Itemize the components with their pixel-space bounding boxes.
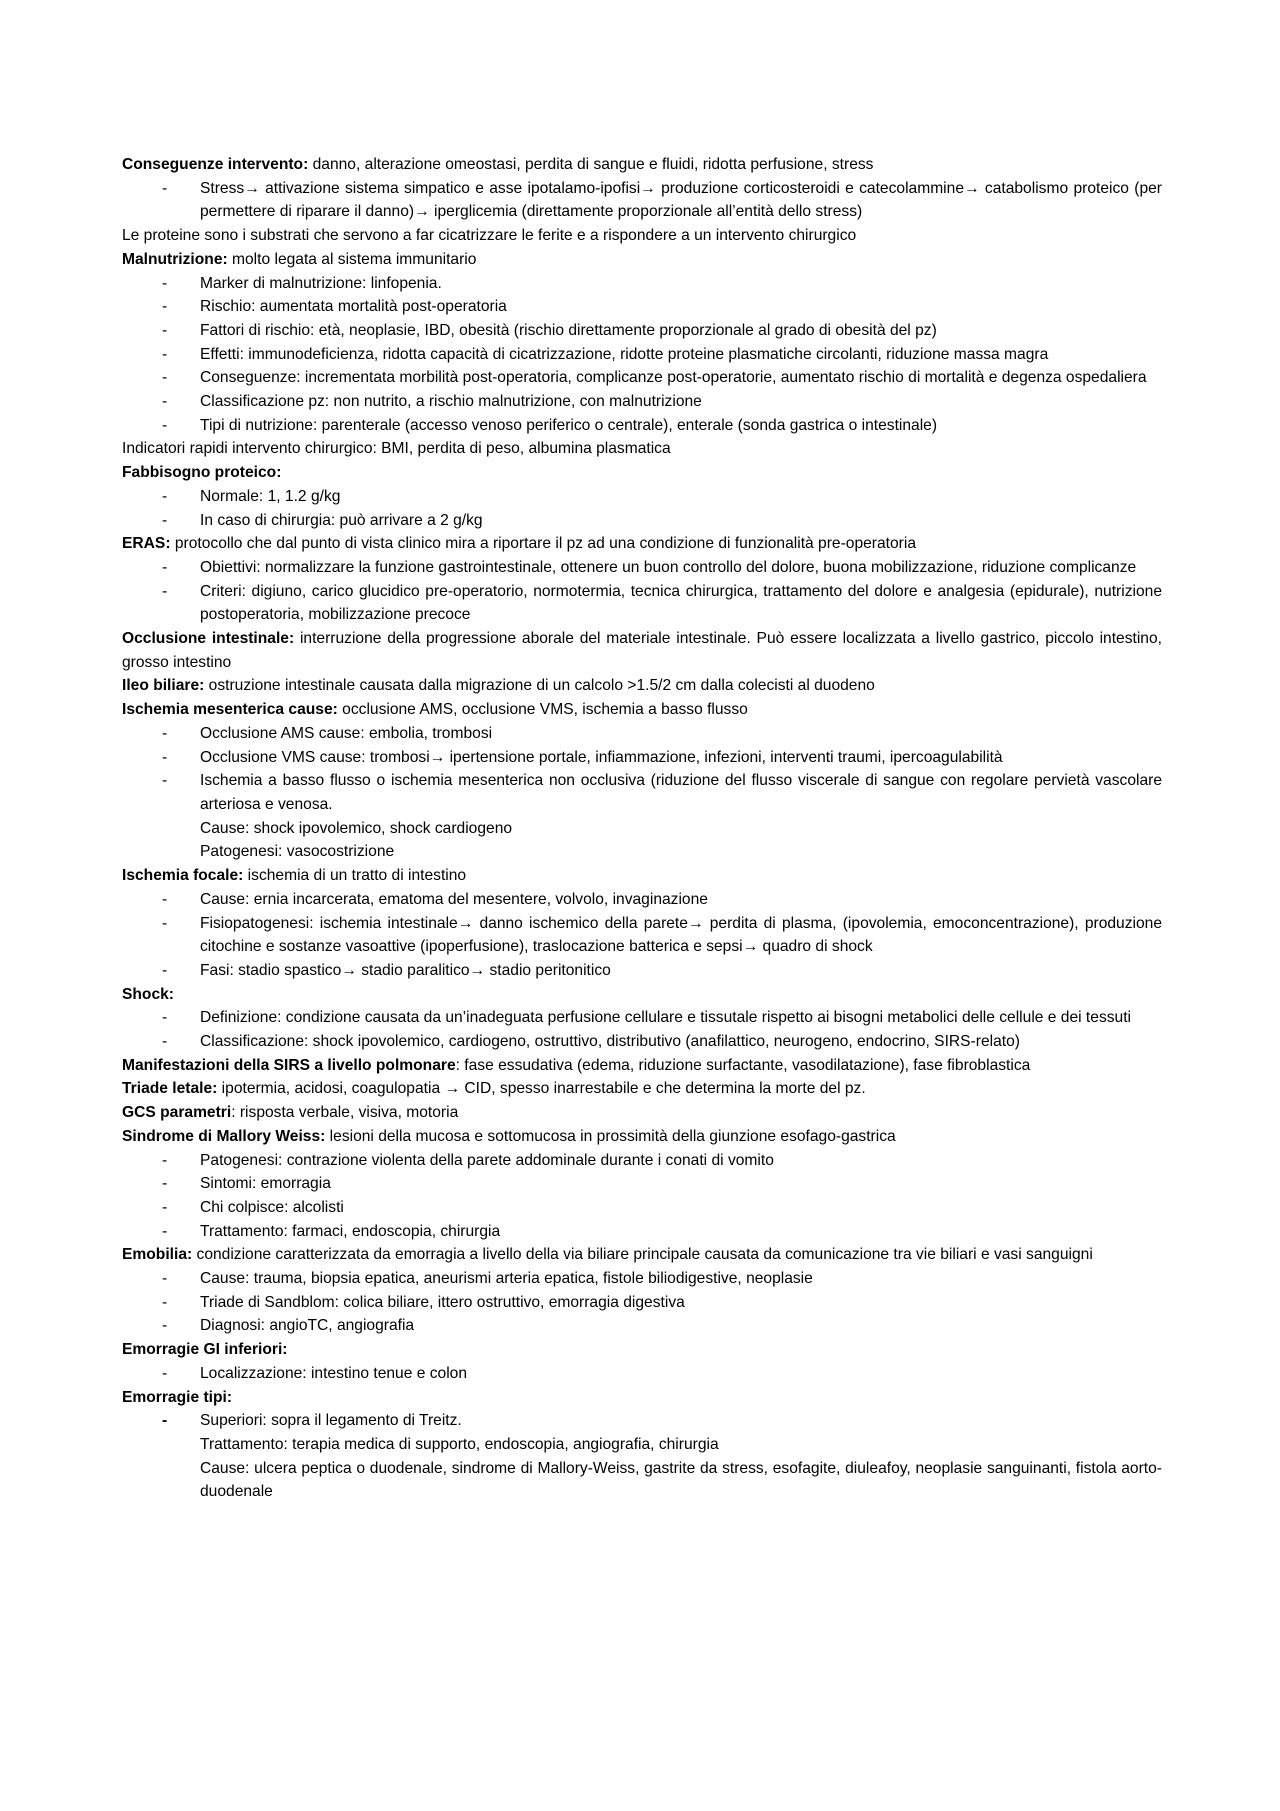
section-heading: Conseguenze intervento: <box>122 156 309 173</box>
section-heading: Ischemia focale: <box>122 867 244 885</box>
dash-bullet: - <box>162 274 168 292</box>
section-paragraph <box>122 698 1162 722</box>
document-body <box>122 153 1162 1504</box>
list-item-text: Fisiopatogenesi: ischemia intestinale→ danno ischemico della parete→ perdita di plasma, (ipovolemia, emoconcentrazione), produzione citochine e sostanze vasoattive (ipoperfusione), traslocazione batterica e sepsi→ quadro di shock <box>200 914 1162 956</box>
paragraph-text: danno, alterazione omeostasi, perdita di sangue e fluidi, ridotta perfusione, stress <box>308 156 874 173</box>
list-item <box>122 912 1162 959</box>
list-item-text: Chi colpisce: alcolisti <box>200 1198 344 1216</box>
dash-bullet: - <box>162 724 168 742</box>
list-item <box>122 1172 1162 1196</box>
dash-bullet: - <box>162 179 168 197</box>
list-item <box>122 580 1162 627</box>
text-paragraph <box>122 224 1162 248</box>
list-item <box>122 177 1162 224</box>
list-item <box>122 1362 1162 1386</box>
section-paragraph <box>122 864 1162 888</box>
list-item-text: Effetti: immunodeficienza, ridotta capacità di cicatrizzazione, ridotte proteine plasmatiche circolanti, riduzione massa magra <box>200 345 1049 363</box>
section-heading: GCS parametri <box>122 1104 232 1122</box>
list-item-continuation: Cause: shock ipovolemico, shock cardiogeno <box>200 819 513 837</box>
section-heading: Emobilia: <box>122 1246 193 1264</box>
dash-bullet: - <box>162 558 168 576</box>
list-item-text: Occlusione VMS cause: trombosi→ ipertensione portale, infiammazione, infezioni, interventi traumi, ipercoagulabilità <box>200 748 1003 766</box>
section-paragraph <box>122 627 1162 674</box>
list-item-text: Occlusione AMS cause: embolia, trombosi <box>200 724 493 742</box>
list-item <box>122 1314 1162 1338</box>
paragraph-text: ostruzione intestinale causata dalla migrazione di un calcolo >1.5/2 cm dalla colecisti al duodeno <box>204 677 875 695</box>
section-paragraph <box>122 1243 1162 1267</box>
dash-bullet: - <box>162 393 168 411</box>
dash-bullet: - <box>162 298 168 316</box>
dash-bullet: - <box>162 1009 168 1027</box>
section-paragraph <box>122 1101 1162 1125</box>
dash-bullet: - <box>162 321 168 339</box>
paragraph-text: ipotermia, acidosi, coagulopatia → CID, spesso inarrestabile e che determina la morte del pz. <box>217 1080 866 1098</box>
dash-bullet: - <box>162 1222 168 1240</box>
list-item-text: Ischemia a basso flusso o ischemia mesenterica non occlusiva (riduzione del flusso viscerale di sangue con regolare pervietà vascolare arteriosa e venosa. <box>200 772 1162 813</box>
dash-bullet: - <box>162 748 168 766</box>
dash-bullet: - <box>162 1033 168 1051</box>
section-paragraph <box>122 1125 1162 1149</box>
dash-bullet: - <box>162 1293 168 1311</box>
list-item <box>122 343 1162 367</box>
list-item <box>122 556 1162 580</box>
section-heading: Ischemia mesenterica cause: <box>122 701 338 719</box>
dash-bullet: - <box>162 914 168 932</box>
dash-bullet: - <box>162 1175 168 1193</box>
dash-bullet: - <box>162 582 168 600</box>
list-item <box>122 722 1162 746</box>
list-item-continuation: Trattamento: terapia medica di supporto, endoscopia, angiografia, chirurgia <box>200 1435 719 1453</box>
list-item <box>122 509 1162 533</box>
section-heading: Ileo biliare: <box>122 677 205 695</box>
dash-bullet: - <box>162 511 168 529</box>
paragraph-text: lesioni della mucosa e sottomucosa in prossimità della giunzione esofago-gastrica <box>325 1127 896 1145</box>
section-heading: Manifestazioni della SIRS a livello polmonare <box>122 1056 456 1074</box>
list-item <box>122 414 1162 438</box>
list-item <box>122 888 1162 912</box>
section-heading: Occlusione intestinale: <box>122 630 295 648</box>
list-item <box>122 1409 1162 1433</box>
list-item-text: Fasi: stadio spastico→ stadio paralitico→ stadio peritonitico <box>200 961 611 979</box>
dash-bullet: - <box>162 369 168 387</box>
list-item-text: Classificazione pz: non nutrito, a rischio malnutrizione, con malnutrizione <box>200 393 702 411</box>
list-item-text: Trattamento: farmaci, endoscopia, chirurgia <box>200 1222 501 1240</box>
list-item <box>122 485 1162 509</box>
paragraph-text: Le proteine sono i substrati che servono a far cicatrizzare le ferite e a rispondere a un intervento chirurgico <box>122 227 857 245</box>
dash-bullet: - <box>162 345 168 363</box>
list-item-text: Obiettivi: normalizzare la funzione gastrointestinale, ottenere un buon controllo del dolore, buona mobilizzazione, riduzione complicanze <box>200 558 1137 576</box>
section-heading: ERAS: <box>122 535 171 553</box>
list-item-text: Stress→ attivazione sistema simpatico e asse ipotalamo-ipofisi→ produzione corticosteroidi e catecolammine→ catabolismo proteico (per permettere di riparare il danno)→ iperglicemia (direttamente proporzionale all’entità dello stress) <box>200 179 1162 221</box>
dash-bullet: - <box>162 416 168 434</box>
list-item-text: Conseguenze: incrementata morbilità post-operatoria, complicanze post-operatorie, aumentato rischio di mortalità e degenza ospedaliera <box>200 369 1147 387</box>
list-item-text: Classificazione: shock ipovolemico, cardiogeno, ostruttivo, distributivo (anafilattico, neurogeno, endocrino, SIRS-relato) <box>200 1033 1020 1051</box>
list-item <box>122 272 1162 296</box>
list-item <box>122 1006 1162 1030</box>
section-paragraph <box>122 153 1162 177</box>
paragraph-text: Indicatori rapidi intervento chirurgico: BMI, perdita di peso, albumina plasmatica <box>122 440 671 458</box>
list-item <box>122 1030 1162 1054</box>
list-item-text: Definizione: condizione causata da un’inadeguata perfusione cellulare e tissutale rispetto ai bisogni metabolici delle cellule e dei tessuti <box>200 1009 1132 1027</box>
list-item <box>122 1220 1162 1244</box>
list-item-text: Triade di Sandblom: colica biliare, ittero ostruttivo, emorragia digestiva <box>200 1293 685 1311</box>
section-paragraph <box>122 532 1162 556</box>
section-heading: Shock: <box>122 985 174 1003</box>
list-item <box>122 319 1162 343</box>
section-heading: Emorragie tipi: <box>122 1388 233 1406</box>
section-paragraph <box>122 248 1162 272</box>
paragraph-text: : fase essudativa (edema, riduzione surfactante, vasodilatazione), fase fibroblastica <box>455 1056 1031 1074</box>
section-paragraph <box>122 1077 1162 1101</box>
dash-bullet: - <box>162 1412 168 1430</box>
list-item <box>122 959 1162 983</box>
paragraph-text: occlusione AMS, occlusione VMS, ischemia a basso flusso <box>337 701 748 719</box>
list-item-text: Cause: trauma, biopsia epatica, aneurismi arteria epatica, fistole biliodigestive, neoplasie <box>200 1270 813 1288</box>
list-item-text: Marker di malnutrizione: linfopenia. <box>200 274 442 292</box>
dash-bullet: - <box>162 1317 168 1335</box>
text-paragraph <box>122 437 1162 461</box>
dash-bullet: - <box>162 890 168 908</box>
list-item-text: Fattori di rischio: età, neoplasie, IBD, obesità (rischio direttamente proporzionale al grado di obesità del pz) <box>200 321 937 339</box>
section-paragraph <box>122 1386 1162 1410</box>
dash-bullet: - <box>162 487 168 505</box>
section-heading: Emorragie GI inferiori: <box>122 1341 288 1359</box>
list-item-text: Superiori: sopra il legamento di Treitz. <box>200 1412 462 1430</box>
paragraph-text: molto legata al sistema immunitario <box>227 250 477 268</box>
list-item-text: In caso di chirurgia: può arrivare a 2 g/kg <box>200 511 483 529</box>
list-item <box>122 746 1162 770</box>
list-item-text: Patogenesi: contrazione violenta della parete addominale durante i conati di vomito <box>200 1151 774 1169</box>
list-item-text: Diagnosi: angioTC, angiografia <box>200 1317 415 1335</box>
list-item-text: Criteri: digiuno, carico glucidico pre-operatorio, normotermia, tecnica chirurgica, trattamento del dolore e analgesia (epidurale), nutrizione postoperatoria, mobilizzazione precoce <box>200 582 1162 624</box>
section-heading: Malnutrizione: <box>122 250 228 268</box>
section-paragraph <box>122 674 1162 698</box>
section-paragraph <box>122 1054 1162 1078</box>
list-item-text: Rischio: aumentata mortalità post-operatoria <box>200 298 507 316</box>
paragraph-text: ischemia di un tratto di intestino <box>243 867 467 885</box>
list-item <box>122 1149 1162 1173</box>
paragraph-text: condizione caratterizzata da emorragia a livello della via biliare principale causata da comunicazione tra vie biliari e vasi sanguigni <box>192 1246 1093 1264</box>
dash-bullet: - <box>162 1364 168 1382</box>
list-item-continuation: Patogenesi: vasocostrizione <box>200 843 395 861</box>
dash-bullet: - <box>162 772 168 790</box>
dash-bullet: - <box>162 1270 168 1288</box>
list-item <box>122 295 1162 319</box>
dash-bullet: - <box>162 1198 168 1216</box>
list-item-text: Tipi di nutrizione: parenterale (accesso venoso periferico o centrale), enterale (sonda gastrica o intestinale) <box>200 416 938 434</box>
list-item <box>122 390 1162 414</box>
list-item-text: Normale: 1, 1.2 g/kg <box>200 487 341 505</box>
list-item <box>122 1291 1162 1315</box>
list-item-continuation: Cause: ulcera peptica o duodenale, sindrome di Mallory-Weiss, gastrite da stress, esofagite, diuleafoy, neoplasie sanguinanti, fistola aorto-duodenale <box>200 1459 1162 1501</box>
section-paragraph <box>122 1338 1162 1362</box>
section-paragraph <box>122 461 1162 485</box>
dash-bullet: - <box>162 961 168 979</box>
list-item-text: Sintomi: emorragia <box>200 1175 331 1193</box>
section-heading: Triade letale: <box>122 1080 218 1098</box>
list-item <box>122 1196 1162 1220</box>
section-paragraph <box>122 983 1162 1007</box>
dash-bullet: - <box>162 1151 168 1169</box>
section-heading: Sindrome di Mallory Weiss: <box>122 1127 326 1145</box>
paragraph-text: protocollo che dal punto di vista clinico mira a riportare il pz ad una condizione di funzionalità pre-operatoria <box>170 535 916 553</box>
list-item <box>122 769 1162 816</box>
list-item-text: Cause: ernia incarcerata, ematoma del mesentere, volvolo, invaginazione <box>200 890 708 908</box>
paragraph-text: interruzione della progressione aborale del materiale intestinale. Può essere localizzata a livello gastrico, piccolo intestino, grosso intestino <box>122 630 1162 671</box>
section-heading: Fabbisogno proteico: <box>122 464 282 482</box>
list-item-text: Localizzazione: intestino tenue e colon <box>200 1364 468 1382</box>
list-item <box>122 366 1162 390</box>
paragraph-text: : risposta verbale, visiva, motoria <box>231 1104 459 1122</box>
list-item <box>122 1267 1162 1291</box>
